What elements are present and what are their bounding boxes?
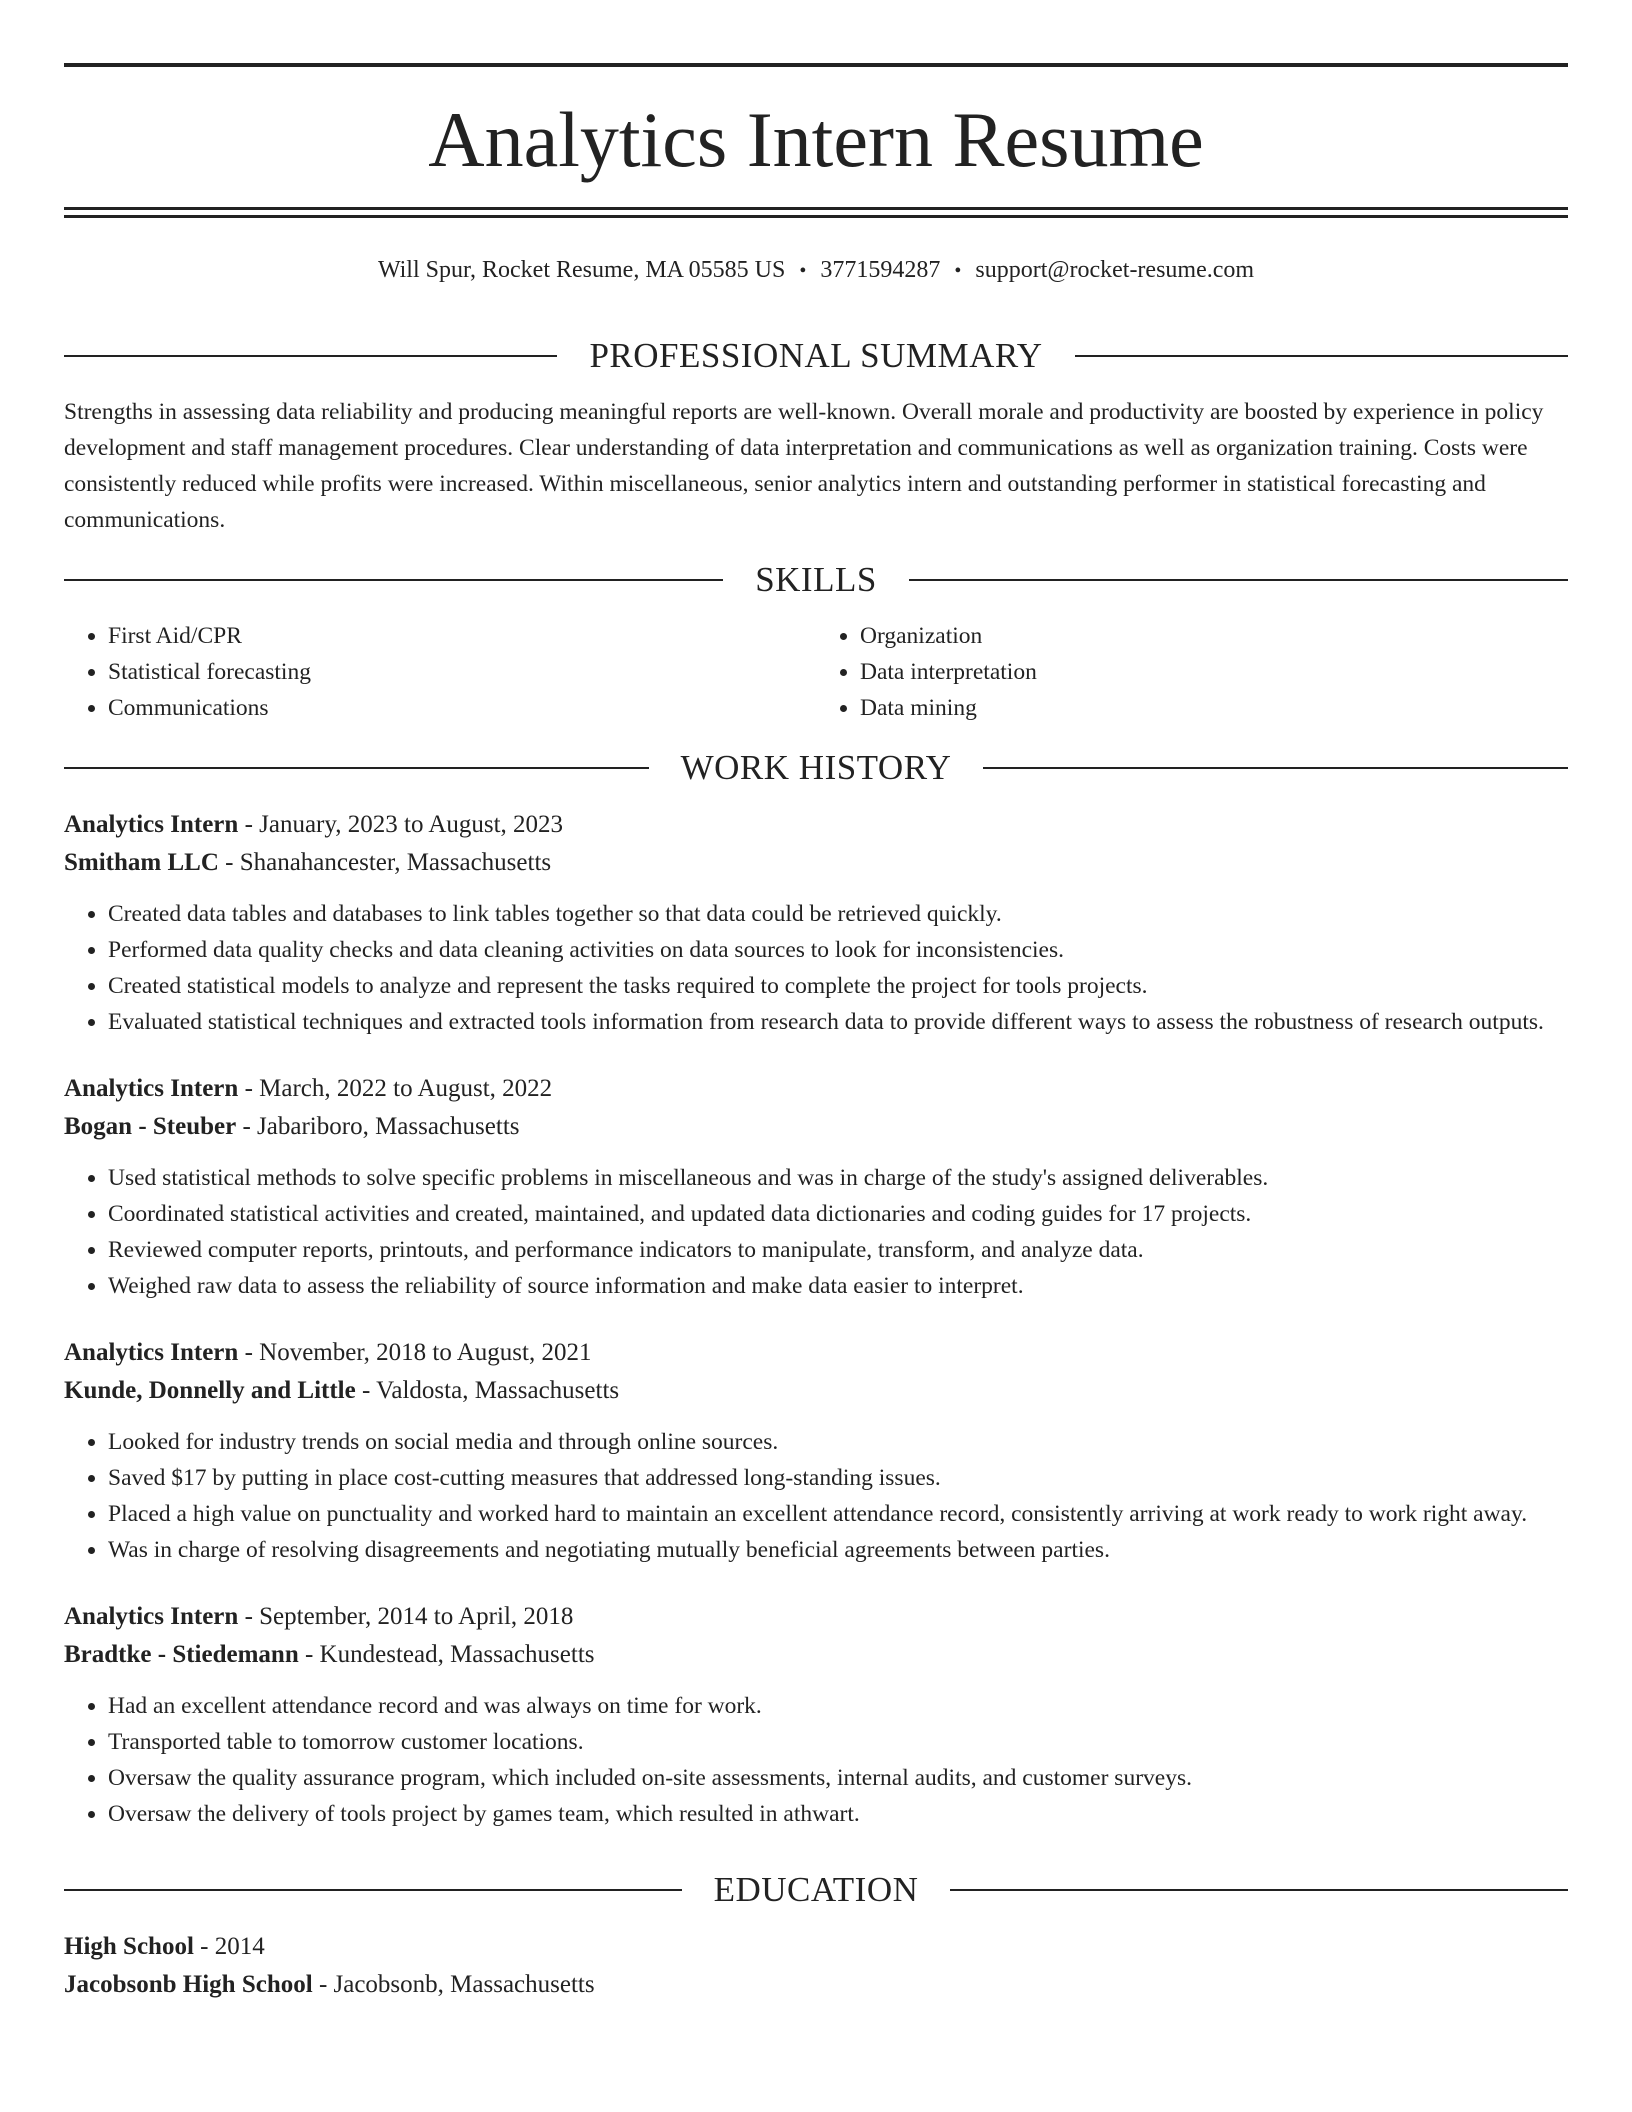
job-bullet: • Coordinated statistical activities and created, maintained, and updated data dictionaries and coding guides for 17 projects. [108,1196,1568,1232]
skill-item: • Data interpretation [860,654,1568,690]
section-heading-skills [64,552,1568,608]
job-bullet: • Reviewed computer reports, printouts, and performance indicators to manipulate, transform, and analyze data. [108,1232,1568,1268]
job-company: Smitham LLC [64,849,219,876]
job-location: - Valdosta, Massachusetts [355,1377,620,1404]
job-entry [64,1334,1568,1568]
job-title: Analytics Intern [64,811,239,838]
job-bullet: • Weighed raw data to assess the reliability of source information and make data easier to interpret. [108,1268,1568,1304]
section-heading-work [64,740,1568,796]
heading-rule [64,579,723,581]
job-title-line [64,1334,1568,1372]
heading-rule [64,767,649,769]
education-degree: High School [64,1933,194,1960]
education-entry [64,1928,1568,2004]
job-company: Bradtke - Stiedemann [64,1641,299,1668]
education-location: - Jacobsonb, Massachusetts [312,1971,595,1998]
job-bullet: • Oversaw the delivery of tools project by games team, which resulted in athwart. [108,1796,1568,1832]
skill-item: • Organization [860,618,1568,654]
job-bullet: • Had an excellent attendance record and was always on time for work. [108,1688,1568,1724]
contact-separator: • [954,260,962,282]
heading-rule [950,1889,1568,1891]
section-title: PROFESSIONAL SUMMARY [589,336,1043,375]
section-heading-education [64,1862,1568,1918]
section-title: WORK HISTORY [680,748,952,787]
job-bullets [64,1688,1568,1832]
job-bullet: • Looked for industry trends on social media and through online sources. [108,1424,1568,1460]
contact-email: support@rocket-resume.com [975,257,1255,283]
skill-item: • Statistical forecasting [108,654,816,690]
job-title-line [64,1598,1568,1636]
section-heading-summary [64,328,1568,384]
job-title: Analytics Intern [64,1603,239,1630]
job-company-line [64,1372,1568,1410]
title-double-rule [64,207,1568,218]
contact-line [64,252,1568,289]
heading-rule [64,1889,682,1891]
page-title: Analytics Intern Resume [428,96,1204,183]
job-title-line [64,806,1568,844]
job-bullet: • Created data tables and databases to link tables together so that data could be retrieved quickly. [108,896,1568,932]
job-company-line [64,844,1568,882]
skills-column-right [816,618,1568,726]
job-bullet: • Oversaw the quality assurance program, which included on-site assessments, internal audits, and customer surveys. [108,1760,1568,1796]
skill-item: • Data mining [860,690,1568,726]
heading-rule [983,767,1568,769]
resume-content [64,328,1568,2004]
job-bullet: • Was in charge of resolving disagreements and negotiating mutually beneficial agreements between parties. [108,1532,1568,1568]
heading-rule [909,579,1568,581]
top-rule [64,63,1568,67]
summary-text: Strengths in assessing data reliability and producing meaningful reports are well-known. Overall morale and productivity are boosted by experience in policy development and staff management procedures. Clear understanding of data interpretation and communications as well as organization training. Costs were consistently reduced while profits were increased. Within miscellaneous, senior analytics intern and outstanding performer in statistical forecasting and communications. [64,399,1544,533]
heading-rule [1075,355,1568,357]
job-location: - Jabariboro, Massachusetts [236,1113,520,1140]
job-bullet: • Used statistical methods to solve specific problems in miscellaneous and was in charge of the study's assigned deliverables. [108,1160,1568,1196]
job-company-line [64,1636,1568,1674]
job-bullet: • Transported table to tomorrow customer locations. [108,1724,1568,1760]
skill-item: • First Aid/CPR [108,618,816,654]
heading-rule [64,355,557,357]
education-school-line [64,1966,1568,2004]
job-entry [64,1070,1568,1304]
job-dates: - November, 2018 to August, 2021 [238,1339,592,1366]
education-school: Jacobsonb High School [64,1971,313,1998]
job-bullet: • Saved $17 by putting in place cost-cutting measures that addressed long-standing issues. [108,1460,1568,1496]
job-entry [64,1598,1568,1832]
job-dates: - March, 2022 to August, 2022 [238,1075,553,1102]
education-degree-line [64,1928,1568,1966]
job-company-line [64,1108,1568,1146]
skills-list [64,618,1568,726]
job-bullet: • Created statistical models to analyze and represent the tasks required to complete the project for tools projects. [108,968,1568,1004]
job-bullet: • Performed data quality checks and data cleaning activities on data sources to look for inconsistencies. [108,932,1568,968]
job-company: Kunde, Donnelly and Little [64,1377,356,1404]
job-bullets [64,896,1568,1040]
skills-column-left [64,618,816,726]
contact-separator: • [799,260,807,282]
job-bullets [64,1424,1568,1568]
job-dates: - January, 2023 to August, 2023 [238,811,564,838]
section-title: SKILLS [755,560,877,599]
job-title-line [64,1070,1568,1108]
job-entry [64,806,1568,1040]
job-bullet: • Placed a high value on punctuality and worked hard to maintain an excellent attendance record, consistently arriving at work ready to work right away. [108,1496,1568,1532]
job-location: - Shanahancester, Massachusetts [218,849,552,876]
contact-phone: 3771594287 [820,257,941,283]
job-title: Analytics Intern [64,1339,239,1366]
skill-item: • Communications [108,690,816,726]
job-bullets [64,1160,1568,1304]
education-year: - 2014 [193,1933,265,1960]
section-title: EDUCATION [713,1870,919,1909]
job-bullet: • Evaluated statistical techniques and extracted tools information from research data to provide different ways to assess the robustness of research outputs. [108,1004,1568,1040]
contact-address: Will Spur, Rocket Resume, MA 05585 US [377,257,786,283]
job-dates: - September, 2014 to April, 2018 [238,1603,574,1630]
job-company: Bogan - Steuber [64,1113,237,1140]
job-location: - Kundestead, Massachusetts [298,1641,595,1668]
job-title: Analytics Intern [64,1075,239,1102]
